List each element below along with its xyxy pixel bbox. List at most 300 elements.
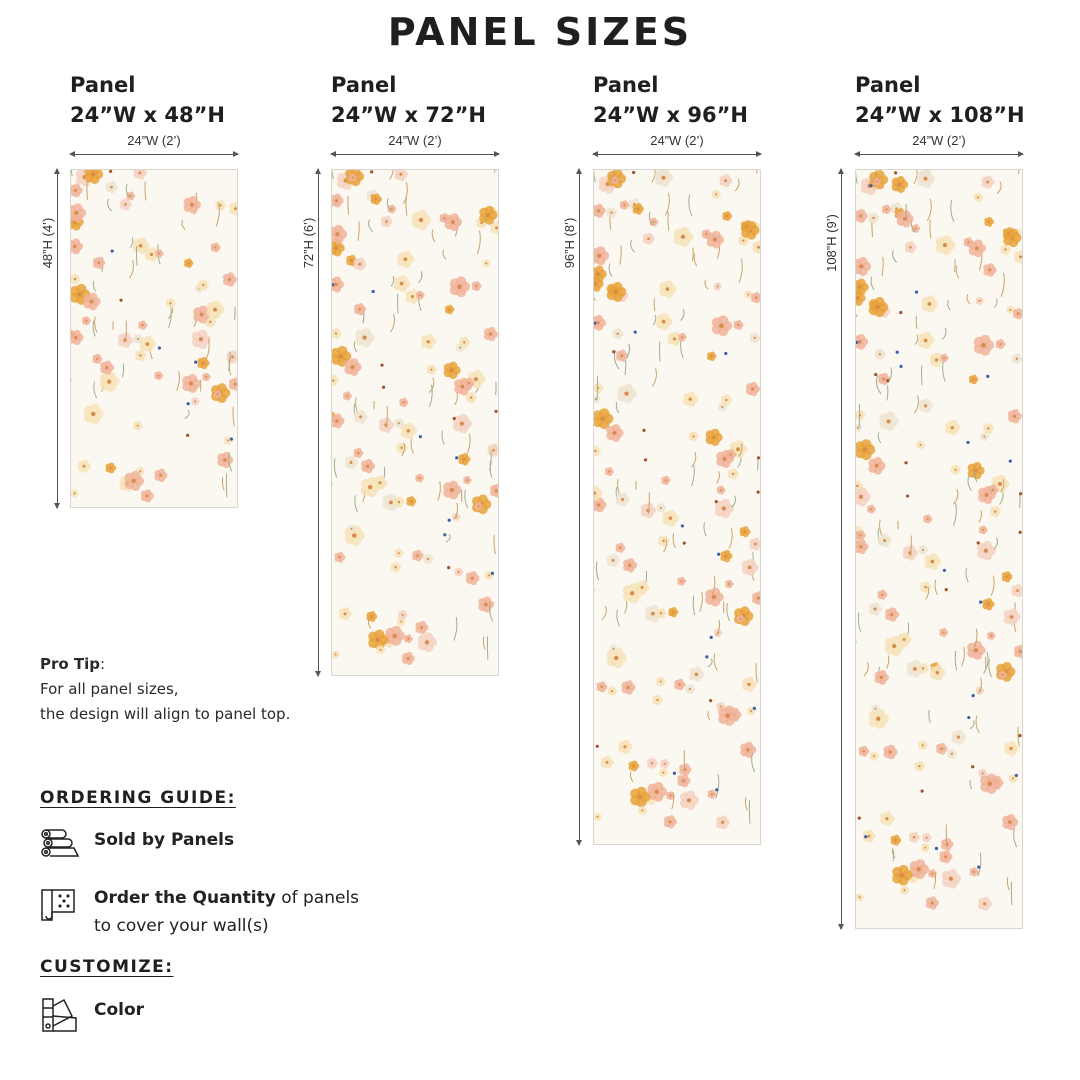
berry	[1018, 531, 1021, 534]
flower	[1011, 584, 1022, 597]
berry	[494, 410, 497, 413]
berry	[977, 866, 980, 869]
flower	[996, 339, 1006, 349]
flower	[930, 665, 946, 681]
leaf-sprig	[391, 314, 395, 332]
flower	[982, 598, 994, 610]
flower	[939, 628, 948, 637]
berry	[705, 655, 708, 658]
leaf-sprig	[653, 368, 657, 386]
leaf-sprig	[708, 711, 710, 720]
floral-pattern	[856, 170, 1022, 928]
leaf-sprig	[446, 534, 450, 542]
berry	[904, 461, 907, 464]
flower	[740, 742, 756, 758]
flower	[616, 492, 630, 506]
flower	[918, 332, 935, 349]
leaf-sprig	[749, 800, 750, 823]
flower	[463, 476, 471, 485]
ordering-guide-title: ORDERING GUIDE:	[40, 788, 236, 808]
leaf-sprig	[406, 197, 407, 216]
flower	[914, 761, 925, 772]
flower	[936, 743, 947, 755]
leaf-sprig	[442, 431, 444, 445]
leaf-sprig	[700, 592, 703, 611]
flower	[215, 200, 226, 211]
leaf-sprig	[935, 580, 937, 595]
berry	[899, 365, 902, 368]
berry	[757, 456, 760, 459]
height-arrow	[57, 169, 58, 508]
leaf-sprig	[130, 260, 134, 278]
berry	[715, 500, 718, 503]
berry	[858, 817, 861, 820]
flower	[339, 607, 352, 620]
berry	[972, 694, 975, 697]
flower	[629, 760, 640, 771]
berry	[448, 519, 451, 522]
flower	[714, 282, 722, 290]
berry	[709, 699, 712, 702]
flower	[967, 641, 985, 660]
flower	[1014, 645, 1022, 659]
flower	[746, 382, 760, 396]
berry	[1015, 774, 1018, 777]
flower	[343, 391, 352, 400]
flower	[749, 538, 760, 551]
height-dimension-96	[562, 169, 582, 845]
leaf-sprig	[739, 259, 742, 283]
flower	[427, 365, 437, 375]
flower	[472, 281, 482, 291]
flower	[394, 275, 411, 292]
berry	[186, 434, 189, 437]
leaf-sprig	[125, 321, 126, 342]
flower	[900, 886, 909, 895]
berry	[896, 351, 899, 354]
flower	[423, 554, 433, 564]
leaf-sprig	[369, 220, 373, 232]
flower	[677, 577, 686, 586]
leaf-sprig	[430, 385, 433, 407]
flower	[941, 838, 953, 851]
leaf-sprig	[704, 522, 706, 536]
leaf-sprig	[620, 245, 621, 264]
flower	[720, 174, 733, 187]
flower	[594, 204, 606, 218]
leaf-sprig	[222, 477, 224, 490]
flower	[71, 489, 79, 497]
flower	[478, 596, 494, 612]
leaf-sprig	[332, 170, 333, 179]
flower	[917, 170, 935, 188]
flower	[945, 420, 960, 435]
guide-item-color	[40, 996, 144, 1036]
flower	[106, 462, 117, 473]
flower	[878, 590, 888, 600]
flower	[752, 240, 760, 254]
width-dimension-72	[331, 130, 499, 158]
leaf-sprig	[694, 254, 697, 266]
height-dimension-48	[40, 169, 60, 508]
flower	[918, 545, 928, 555]
flower	[740, 526, 751, 537]
berry	[443, 533, 446, 536]
leaf-sprig	[692, 248, 693, 261]
flower	[421, 334, 436, 349]
leaf-sprig	[994, 299, 997, 308]
width-dimension-108	[855, 130, 1023, 158]
leaf-sprig	[1014, 828, 1017, 847]
leaf-sprig	[979, 510, 982, 522]
flower	[332, 375, 339, 386]
leaf-sprig	[968, 476, 972, 491]
flower	[211, 242, 221, 252]
flower	[226, 350, 237, 363]
flower	[677, 774, 690, 787]
leaf-sprig	[962, 647, 965, 666]
flower	[398, 610, 407, 620]
flower	[71, 183, 83, 197]
leaf-sprig	[653, 315, 656, 325]
flower	[354, 257, 367, 270]
customize-title: CUSTOMIZE:	[40, 957, 174, 977]
leaf-sprig	[708, 659, 712, 667]
flower	[984, 217, 994, 227]
flower	[354, 448, 364, 458]
leaf-sprig	[752, 753, 755, 772]
flower	[601, 756, 614, 769]
flower	[875, 349, 886, 360]
leaf-sprig	[1019, 170, 1020, 174]
flower	[623, 558, 637, 572]
leaf-sprig	[467, 434, 470, 454]
flower	[594, 383, 604, 394]
flower	[93, 354, 103, 364]
flower	[970, 867, 979, 876]
panel-label: Panel	[855, 73, 921, 97]
flower	[987, 631, 995, 640]
flower	[921, 843, 930, 852]
leaf-sprig	[729, 528, 732, 548]
flower	[656, 503, 666, 513]
berry	[915, 290, 918, 293]
berry	[382, 386, 385, 389]
flower	[594, 246, 609, 265]
flower	[630, 787, 650, 808]
flower	[78, 460, 91, 473]
flower	[443, 480, 461, 499]
berry	[943, 569, 946, 572]
panel-size: 24”W x 96”H	[593, 103, 748, 127]
leaf-sprig	[989, 659, 992, 677]
guide-item-sold-by-panels	[40, 826, 234, 866]
flower	[647, 782, 667, 802]
flower	[974, 193, 983, 202]
flower	[332, 194, 344, 208]
flower	[415, 474, 424, 483]
flower	[905, 241, 917, 253]
leaf-sprig	[665, 193, 669, 215]
height-arrow	[318, 169, 319, 676]
flower	[198, 279, 209, 290]
berry	[187, 402, 190, 405]
flower	[909, 832, 920, 843]
leaf-sprig	[390, 170, 393, 179]
flower	[891, 835, 902, 846]
panel-heading-108	[855, 70, 1025, 130]
flower	[856, 410, 866, 421]
flower	[716, 815, 730, 829]
berry	[453, 417, 456, 420]
panel-swatch-108[interactable]	[855, 169, 1023, 929]
panel-size: 24”W x 48”H	[70, 103, 225, 127]
flower	[606, 424, 623, 442]
berry	[717, 553, 720, 556]
height-arrow	[841, 169, 842, 929]
flower	[678, 333, 687, 342]
flower	[332, 328, 342, 339]
leaf-sprig	[858, 613, 860, 632]
flower	[674, 679, 685, 691]
leaf-sprig	[419, 271, 422, 283]
berry	[874, 373, 877, 376]
berry	[935, 847, 938, 850]
flower	[951, 465, 961, 475]
flower	[940, 354, 949, 363]
flower	[916, 440, 925, 449]
berry	[906, 494, 909, 497]
flower	[406, 496, 416, 506]
berry	[986, 375, 989, 378]
flower	[882, 205, 891, 215]
flower	[658, 535, 669, 547]
leaf-sprig	[727, 603, 730, 621]
flower	[154, 469, 167, 482]
berry	[886, 379, 889, 382]
leaf-sprig	[668, 212, 669, 231]
flower	[371, 193, 382, 205]
flower	[1004, 608, 1021, 625]
leaf-sprig	[705, 280, 708, 290]
flower	[909, 859, 929, 879]
leaf-sprig	[465, 490, 468, 508]
berry	[642, 429, 645, 432]
leaf-sprig	[856, 170, 857, 184]
panel-swatch-48[interactable]	[70, 169, 238, 508]
flower	[182, 374, 200, 393]
flower	[332, 225, 347, 244]
flower	[647, 758, 658, 769]
flower	[656, 608, 666, 619]
panel-heading-72	[331, 70, 486, 130]
flower	[655, 170, 673, 187]
flower	[133, 170, 146, 180]
flower	[1008, 409, 1022, 423]
leaf-sprig	[1011, 882, 1012, 905]
leaf-sprig	[1007, 877, 1009, 890]
flower	[880, 811, 894, 826]
flower	[192, 329, 211, 349]
leaf-sprig	[618, 479, 620, 495]
flower	[656, 313, 673, 330]
berry	[119, 299, 122, 302]
flower	[453, 414, 472, 434]
width-arrow	[593, 154, 761, 155]
leaf-sprig	[617, 610, 620, 626]
flower	[974, 335, 994, 356]
leaf-sprig	[717, 471, 720, 483]
flower	[856, 539, 869, 554]
height-dimension-72	[301, 169, 321, 676]
flower	[706, 429, 723, 446]
flower	[1002, 571, 1013, 582]
flower	[82, 316, 91, 325]
flower	[977, 541, 996, 561]
flower	[1013, 308, 1022, 319]
berry	[1019, 492, 1022, 495]
flower	[721, 394, 732, 405]
width-dimension-label: 24”W (2’)	[912, 133, 966, 148]
flower	[996, 662, 1015, 682]
leaf-sprig	[654, 298, 655, 311]
leaf-sprig	[602, 606, 606, 620]
berry	[419, 435, 422, 438]
leaf-sprig	[915, 334, 918, 344]
berry	[632, 171, 635, 174]
flower	[661, 476, 670, 485]
berry	[380, 363, 383, 366]
flower	[412, 210, 432, 230]
flower	[1000, 244, 1011, 255]
width-arrow	[70, 154, 238, 155]
flower	[229, 202, 237, 216]
berry	[869, 184, 872, 187]
leaf-sprig	[631, 240, 635, 252]
panel-swatch-96[interactable]	[593, 169, 761, 845]
flower	[990, 506, 1001, 517]
berry	[753, 707, 756, 710]
berry	[979, 601, 982, 604]
flower	[897, 632, 911, 646]
flower	[856, 487, 871, 506]
leaf-sprig	[953, 489, 958, 504]
leaf-sprig	[943, 328, 946, 340]
leaf-sprig	[386, 406, 387, 427]
flower	[663, 510, 679, 527]
leaf-sprig	[355, 495, 358, 511]
leaf-sprig	[609, 263, 612, 276]
flower	[361, 459, 375, 473]
flower	[979, 525, 988, 534]
flower	[885, 607, 899, 621]
flower	[638, 806, 647, 815]
flower	[734, 320, 744, 330]
flower	[223, 272, 237, 286]
flower	[133, 421, 142, 431]
leaf-sprig	[997, 182, 1001, 194]
berry	[894, 171, 897, 174]
flower	[919, 399, 933, 414]
flower	[381, 215, 393, 227]
flower	[969, 375, 978, 385]
leaf-sprig	[494, 535, 495, 554]
leaf-sprig	[914, 170, 917, 184]
leaf-sprig	[596, 561, 598, 580]
berry	[1018, 734, 1021, 737]
leaf-sprig	[487, 637, 488, 660]
flower	[184, 196, 201, 214]
panel-heading-96	[593, 70, 748, 130]
flower	[728, 468, 739, 479]
leaf-sprig	[878, 432, 880, 443]
height-dimension-label: 108”H (9’)	[824, 214, 839, 272]
width-arrow	[331, 154, 499, 155]
leaf-sprig	[991, 576, 994, 596]
flower	[487, 444, 498, 457]
berry	[634, 330, 637, 333]
flower	[751, 292, 760, 303]
leaf-sprig	[438, 481, 441, 500]
flower	[859, 746, 870, 757]
flower	[617, 384, 636, 404]
flower	[983, 263, 996, 277]
panel-swatch-72[interactable]	[331, 169, 499, 676]
flower	[656, 677, 665, 687]
leaf-sprig	[887, 656, 889, 669]
flower	[616, 350, 628, 362]
flower	[892, 865, 912, 886]
flower	[71, 274, 81, 285]
flower	[918, 740, 927, 750]
leaf-sprig	[954, 503, 957, 525]
flower	[594, 445, 601, 456]
width-dimension-label: 24”W (2’)	[388, 133, 442, 148]
leaf-sprig	[87, 181, 88, 200]
leaf-sprig	[673, 533, 675, 548]
berry	[673, 772, 676, 775]
flower	[418, 632, 437, 652]
berry	[977, 541, 980, 544]
flower	[466, 571, 480, 585]
leaf-sprig	[625, 360, 626, 375]
flower	[605, 467, 614, 476]
berry	[111, 249, 114, 252]
flower	[197, 357, 209, 369]
flower	[335, 552, 346, 563]
leaf-sprig	[95, 316, 97, 332]
leaf-sprig	[745, 797, 747, 810]
flower	[450, 276, 470, 297]
flower	[752, 591, 760, 605]
panel-label: Panel	[593, 73, 659, 97]
leaf-sprig	[976, 716, 979, 733]
berry	[158, 346, 161, 349]
leaf-sprig	[71, 170, 72, 176]
flower	[879, 412, 898, 432]
leaf-sprig	[954, 259, 955, 272]
leaf-sprig	[94, 382, 97, 398]
flower	[594, 813, 602, 821]
leaf-sprig	[970, 780, 972, 789]
leaf-sprig	[630, 772, 633, 782]
flower	[679, 763, 691, 776]
flower	[717, 486, 726, 495]
flower	[404, 634, 413, 643]
leaf-sprig	[625, 600, 627, 613]
flower	[925, 553, 941, 570]
berry	[756, 490, 759, 493]
